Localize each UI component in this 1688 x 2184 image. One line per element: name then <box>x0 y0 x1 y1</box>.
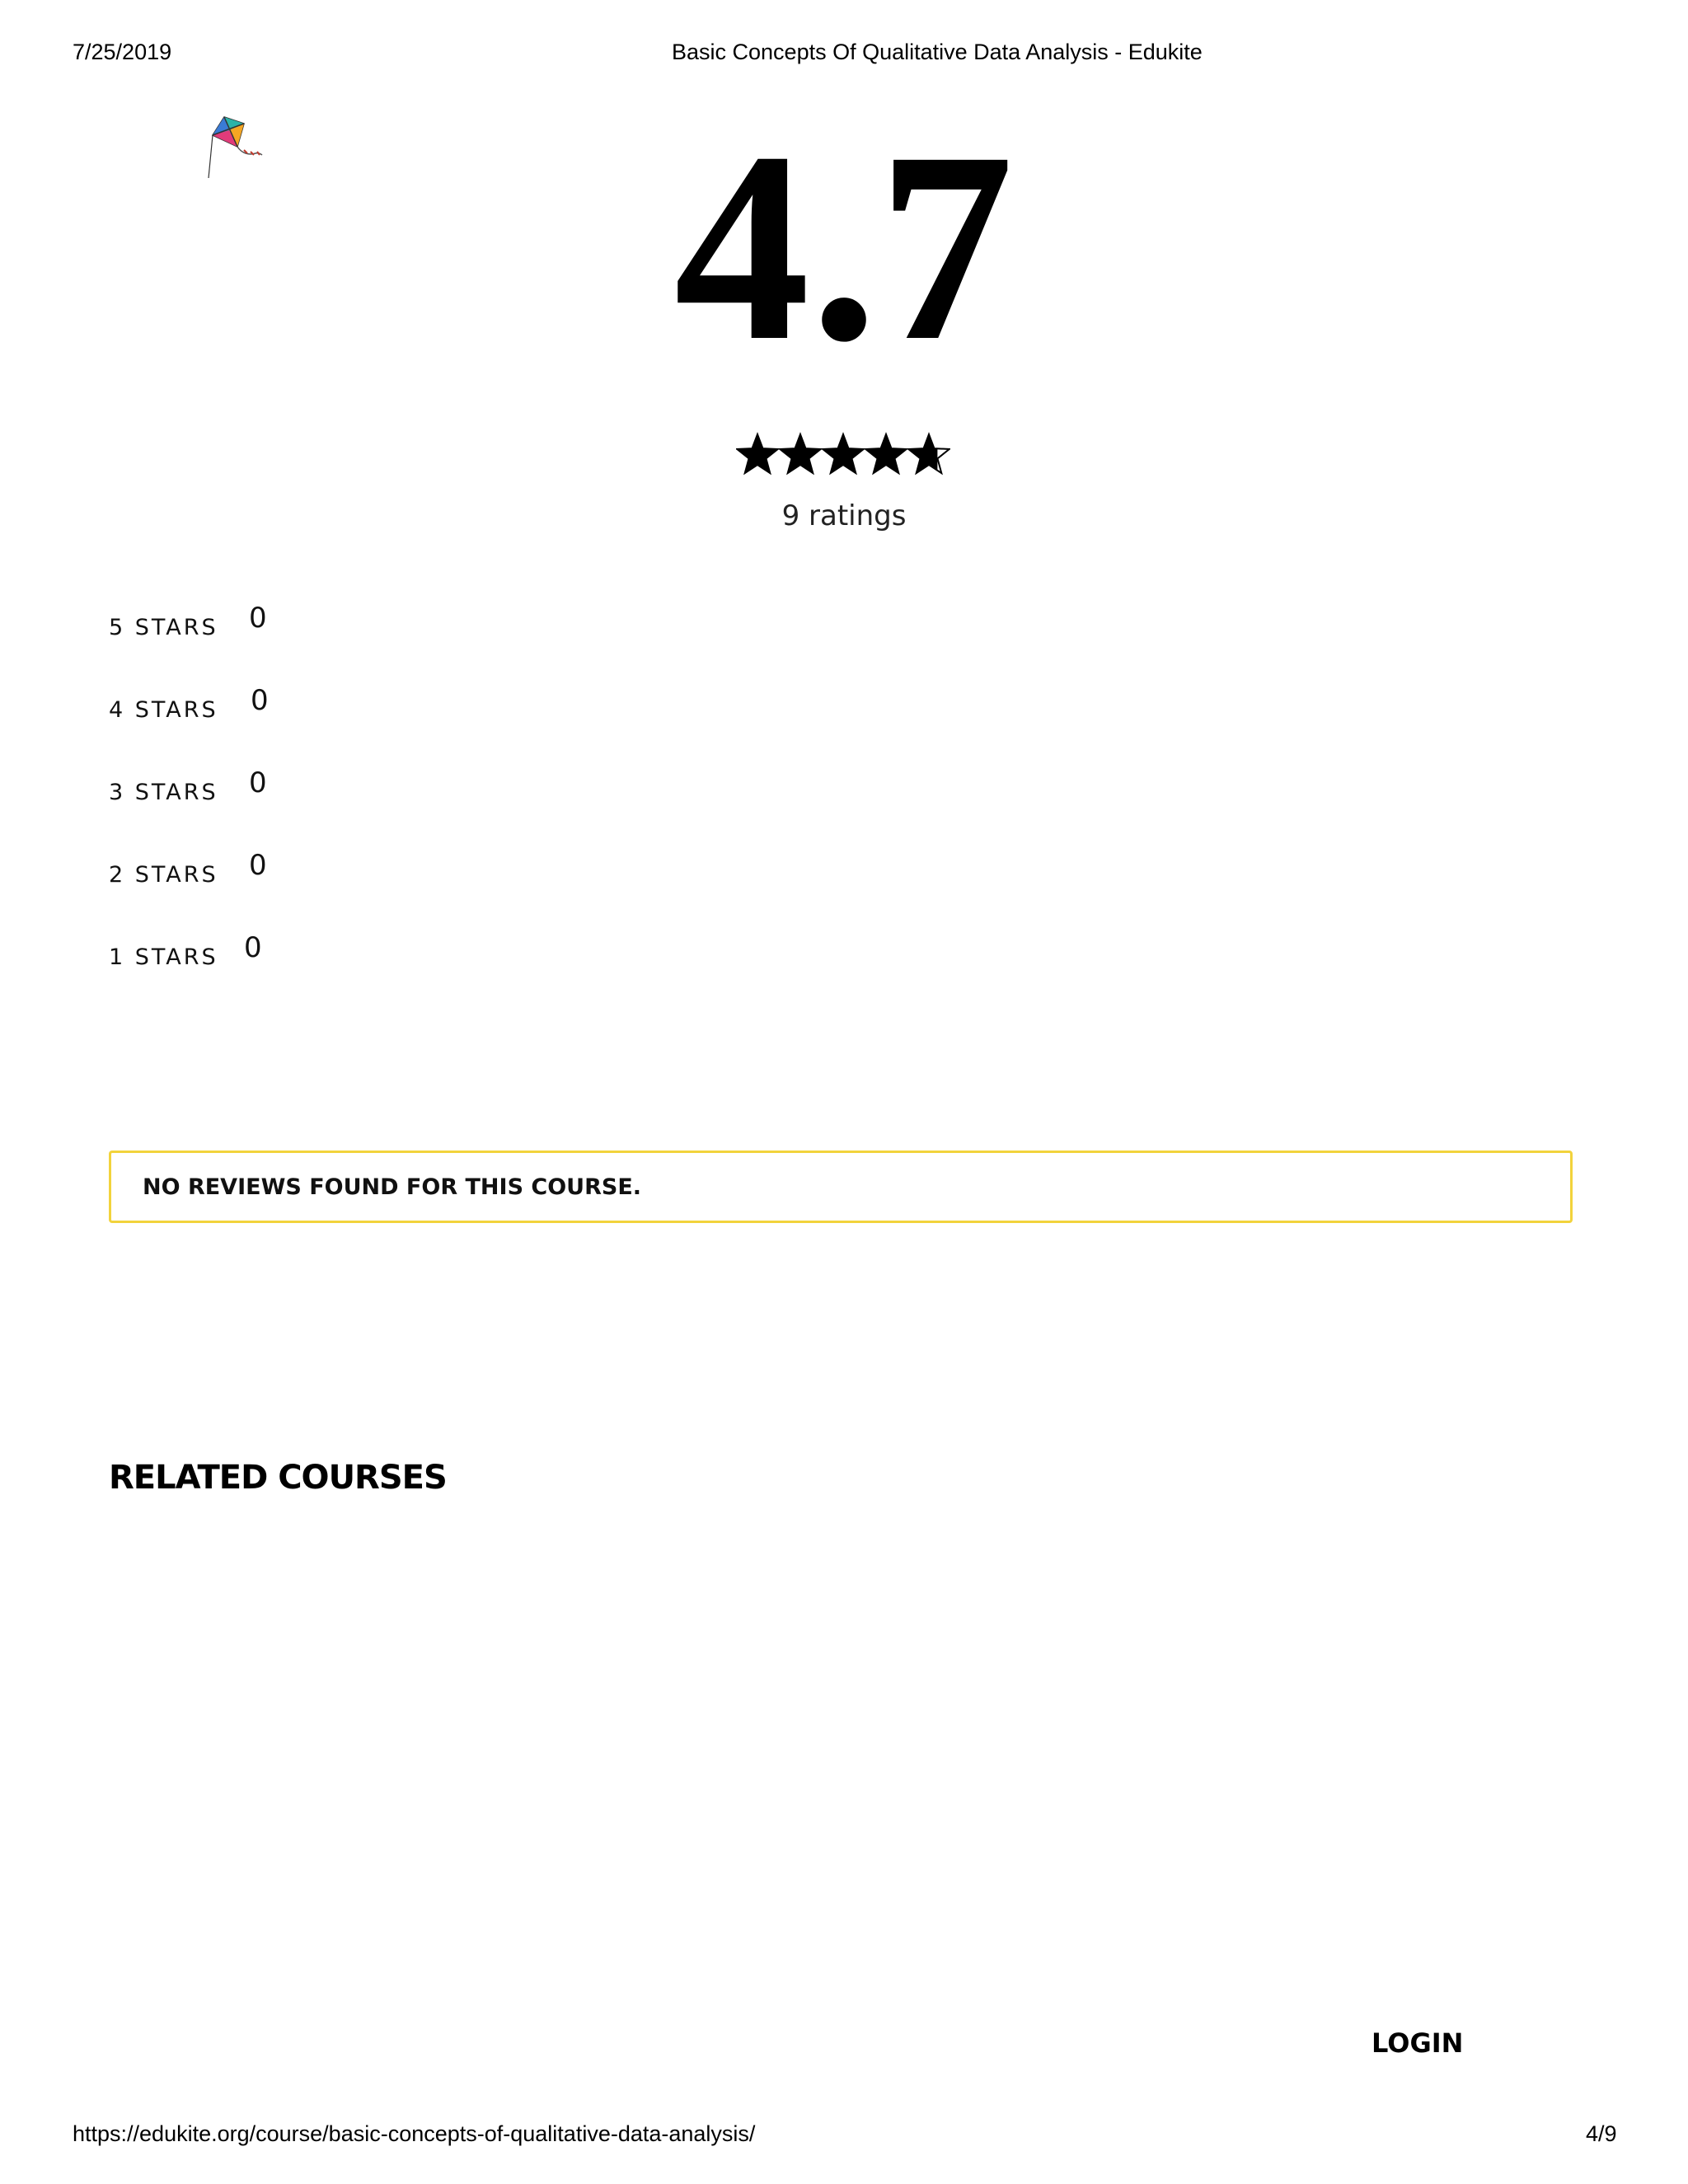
breakdown-row-3-stars <box>109 766 603 849</box>
ratings-count: 9 ratings <box>781 499 907 532</box>
no-reviews-message: NO REVIEWS FOUND FOR THIS COURSE. <box>143 1174 642 1200</box>
breakdown-label: 3 STARS <box>109 780 218 805</box>
print-footer <box>0 2121 1688 2151</box>
rating-breakdown <box>109 602 603 1014</box>
star-filled-icon <box>865 434 906 473</box>
breakdown-label: 4 STARS <box>109 697 218 723</box>
breakdown-count: 0 <box>249 766 267 799</box>
print-header <box>0 40 1688 69</box>
star-filled-icon <box>737 434 777 473</box>
breakdown-count: 0 <box>249 602 267 635</box>
breakdown-label: 5 STARS <box>109 615 218 640</box>
star-rating <box>736 432 950 478</box>
breakdown-count: 0 <box>251 684 269 717</box>
breakdown-row-2-stars <box>109 849 603 931</box>
print-page-number: 4/9 <box>1586 2121 1617 2146</box>
average-rating: 4.7 <box>673 96 1015 397</box>
breakdown-count: 0 <box>244 931 262 964</box>
breakdown-label: 2 STARS <box>109 862 218 888</box>
star-filled-icon <box>780 434 820 473</box>
print-url: https://edukite.org/course/basic-concepts-of-qualitative-data-analysis/ <box>73 2121 756 2146</box>
print-page-title: Basic Concepts Of Qualitative Data Analysis - Edukite <box>672 40 1203 64</box>
no-reviews-notice <box>109 1151 1573 1223</box>
breakdown-row-4-stars <box>109 684 603 766</box>
login-link[interactable]: LOGIN <box>1372 2027 1464 2059</box>
breakdown-row-5-stars <box>109 602 603 684</box>
related-courses-heading: RELATED COURSES <box>109 1459 447 1497</box>
breakdown-row-1-stars <box>109 931 603 1014</box>
star-filled-icon <box>823 434 863 473</box>
print-date: 7/25/2019 <box>73 40 172 64</box>
breakdown-label: 1 STARS <box>109 944 218 970</box>
breakdown-count: 0 <box>249 849 267 882</box>
